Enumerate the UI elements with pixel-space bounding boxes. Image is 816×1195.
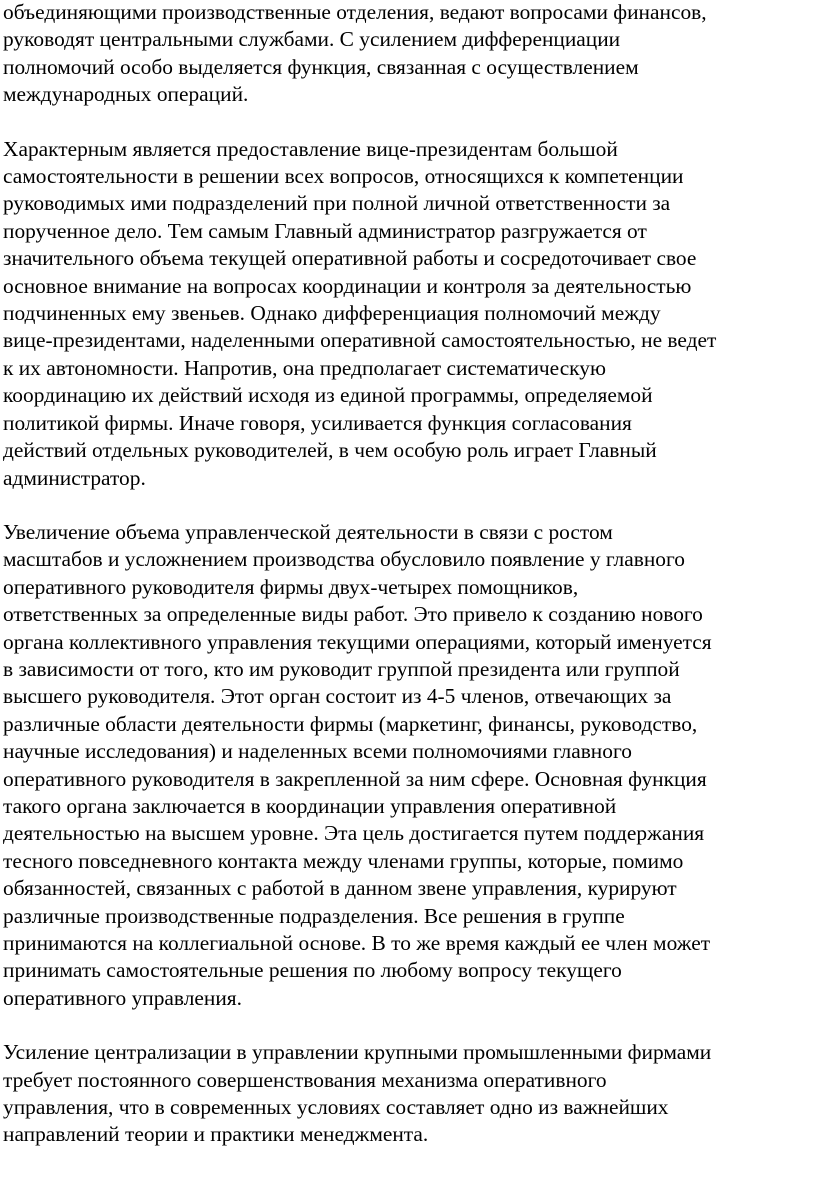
paragraph-2: Характерным является предоставление вице-президентам большой самостоятельности в решении всех вопросов, относящихся к компетенции руководимых ими подразделений при полной личной ответственности за порученное дело. Тем самым Главный администратор разгружается от значительного объема текущей оперативной работы и сосредоточивает свое основное внимание на вопросах координации и контроля за деятельностью подчиненных ему звеньев. Однако дифференциация полномочий между вице-президентами, наделенными оперативной самостоятельностью, не ведет к их автономности. Напротив, она предполагает систематическую координацию их действий исходя из единой программы, определяемой политикой фирмы. Иначе говоря, усиливается функция согласования действий отдельных руководителей, в чем особую роль играет Главный администратор. <box>3 136 717 490</box>
paragraph-1: объединяющими производственные отделения, ведают вопросами финансов, руководят центральными службами. С усилением дифференциации полномочий особо выделяется функция, связанная с осуществлением международных операций. <box>3 0 707 107</box>
document-page <box>3 0 816 1176</box>
paragraph-3: Увеличение объема управленческой деятельности в связи с ростом масштабов и усложнением производства обусловило появление у главного оперативного руководителя фирмы двух-четырех помощников, ответственных за определенные виды работ. Это привело к созданию нового органа коллективного управления текущими операциями, который именуется в зависимости от того, кто им руководит группой президента или группой высшего руководителя. Этот орган состоит из 4-5 членов, отвечающих за различные области деятельности фирмы (маркетинг, финансы, руководство, научные исследования) и наделенных всеми полномочиями главного оперативного руководителя в закрепленной за ним сфере. Основная функция такого органа заключается в координации управления оперативной деятельностью на высшем уровне. Эта цель достигается путем поддержания тесного повседневного контакта между членами группы, которые, помимо обязанностей, связанных с работой в данном звене управления, курируют различные производственные подразделения. Все решения в группе принимаются на коллегиальной основе. В то же время каждый ее член может принимать самостоятельные решения по любому вопросу текущего оперативного управления. <box>3 519 712 1010</box>
paragraph-4: Усиление централизации в управлении крупными промышленными фирмами требует постоянного совершенствования механизма оперативного управления, что в современных условиях составляет одно из важнейших направлений теории и практики менеджмента. <box>3 1040 712 1147</box>
